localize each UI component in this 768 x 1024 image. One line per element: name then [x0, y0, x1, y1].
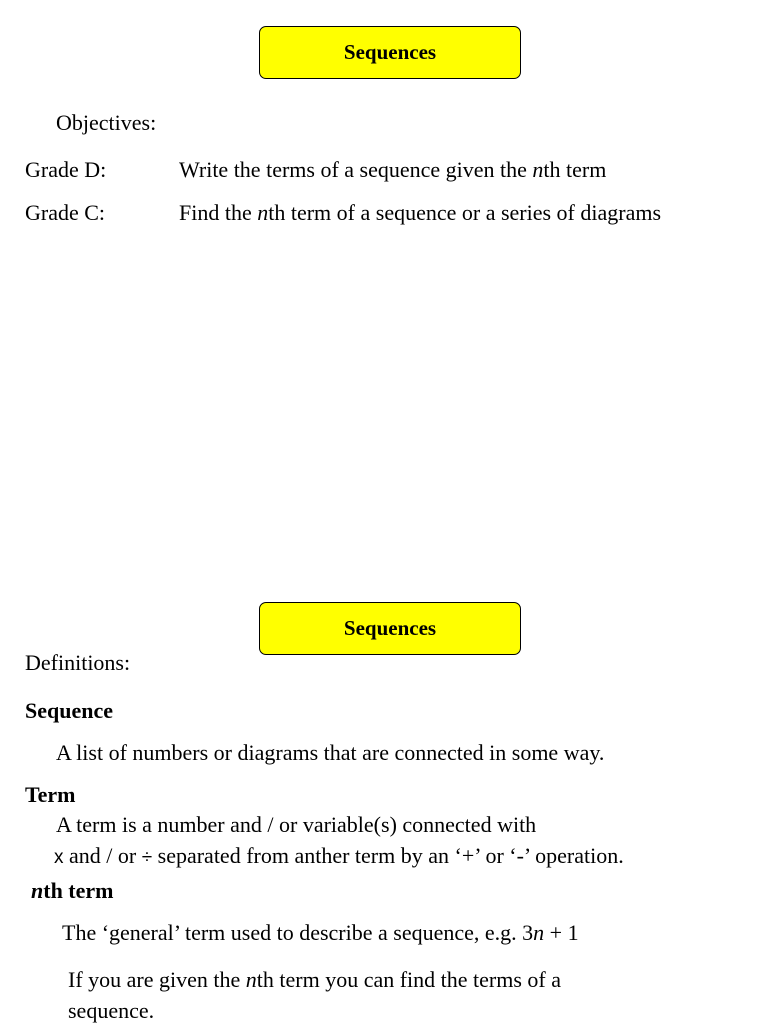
- nth-term-heading: nth term: [31, 878, 114, 903]
- divide-symbol: ÷: [141, 847, 153, 868]
- term-definition-line1: A term is a number and / or variable(s) connected with: [56, 812, 537, 837]
- sequence-heading: Sequence: [25, 698, 113, 723]
- section-title: Sequences: [343, 616, 437, 640]
- grade-d-objective: Write the terms of a sequence given the nth term: [179, 157, 607, 182]
- term-definition-line2: x and / or ÷ separated from anther term by an ‘+’ or ‘-’ operation.: [54, 843, 624, 868]
- title-box-sequences-2: [259, 602, 521, 655]
- nth-term-note-line2: sequence.: [68, 998, 155, 1023]
- grade-c-label: Grade C:: [25, 200, 106, 225]
- sequence-definition: A list of numbers or diagrams that are connected in some way.: [56, 740, 605, 765]
- objectives-label: Objectives:: [56, 110, 157, 135]
- nth-term-note-line1: If you are given the nth term you can find the terms of a: [68, 967, 562, 992]
- nth-term-description: The ‘general’ term used to describe a sequence, e.g. 3n + 1: [62, 920, 579, 945]
- title-box-sequences-1: [259, 26, 521, 79]
- times-symbol: x: [54, 847, 64, 868]
- grade-c-objective: Find the nth term of a sequence or a series of diagrams: [179, 200, 662, 225]
- definitions-label: Definitions:: [25, 650, 131, 675]
- term-heading: Term: [25, 782, 76, 807]
- page-title: Sequences: [343, 40, 437, 64]
- grade-d-label: Grade D:: [25, 157, 107, 182]
